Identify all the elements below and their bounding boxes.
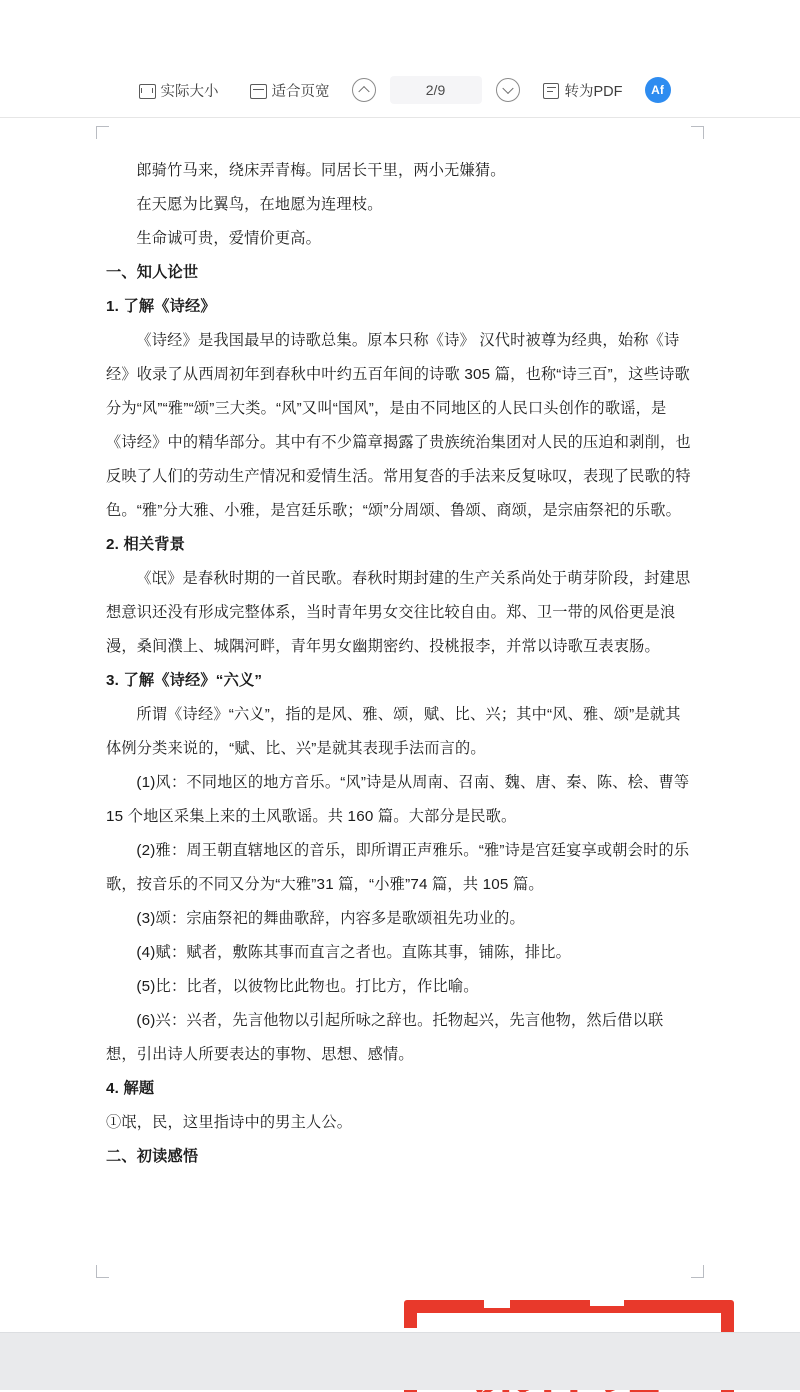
actual-size-label: 实际大小 (160, 83, 219, 100)
document-text (96, 118, 704, 1174)
paragraph: 在天愿为比翼鸟，在地愿为连理枝。 (136, 196, 383, 213)
paragraph: 《诗经》是我国最早的诗歌总集。原本只称《诗》 汉代时被尊为经典，始称《诗经》收录了从西周初年到春秋中叶约五百年间的诗歌 305 篇，也称“诗三百”，这些诗歌分为“风”“雅”“颂”三大类。“风”又叫“国风”，是由不同地区的人民口头创作的歌谣，是《诗经》中的精华部分。其中有不少篇章揭露了贵族统治集团对人民的压迫和剥削，也反映了人们的劳动生产情况和爱情生活。常用复沓的手法来反复咏叹，表现了民歌的特色。“雅”分大雅、小雅，是宫廷乐歌；“颂”分周颂、鲁颂、商颂，是宗庙祭祀的乐歌。 (106, 332, 691, 519)
actual-size-button[interactable] (130, 75, 227, 106)
subsection-heading: 4. 解题 (106, 1080, 155, 1097)
paragraph: (6)兴：兴者，先言他物以引起所咏之辞也。托物起兴，先言他物，然后借以联想，引出诗人所要表达的事物、思想、感情。 (106, 1012, 664, 1063)
paragraph: (1)风：不同地区的地方音乐。“风”诗是从周南、召南、魏、唐、秦、陈、桧、曹等15 个地区采集上来的土风歌谣。共 160 篇。大部分是民歌。 (106, 774, 690, 825)
page-area (0, 118, 800, 1392)
subsection-heading: 1. 了解《诗经》 (106, 298, 216, 315)
subsection-heading: 3. 了解《诗经》“六义” (106, 672, 263, 689)
section-heading: 一、知人论世 (106, 264, 199, 281)
paragraph: 所谓《诗经》“六义”，指的是风、雅、颂，赋、比、兴；其中“风、雅、颂”是就其体例分类来说的，“赋、比、兴”是就其表现手法而言的。 (106, 706, 681, 757)
avatar[interactable]: Af (645, 77, 671, 103)
viewer-toolbar (0, 63, 800, 118)
page-indicator[interactable]: 2/9 (390, 76, 482, 104)
fit-width-label: 适合页宽 (271, 83, 330, 100)
paragraph: 郎骑竹马来，绕床弄青梅。同居长干里，两小无嫌猜。 (136, 162, 506, 179)
document-page (96, 118, 704, 1278)
bottom-strip (0, 1332, 800, 1390)
convert-to-pdf-button[interactable] (534, 75, 631, 106)
paragraph: 《氓》是春秋时期的一首民歌。春秋时期封建的生产关系尚处于萌芽阶段，封建思想意识还没有形成完整体系，当时青年男女交往比较自由。郑、卫一带的风俗更是浪漫，桑间濮上、城隅河畔，青年男女幽期密约、投桃报李，并常以诗歌互表衷肠。 (106, 570, 691, 655)
paragraph: (5)比：比者，以彼物比此物也。打比方，作比喻。 (136, 978, 479, 995)
pdf-icon (542, 82, 559, 99)
paragraph: (2)雅：周王朝直辖地区的音乐，即所谓正声雅乐。“雅”诗是宫廷宴享或朝会时的乐歌，按音乐的不同又分为“大雅”31 篇，“小雅”74 篇，共 105 篇。 (106, 842, 690, 893)
section-heading: 二、初读感悟 (106, 1148, 199, 1165)
paragraph: (4)赋：赋者，敷陈其事而直言之者也。直陈其事，铺陈，排比。 (136, 944, 572, 961)
paragraph: ①氓，民，这里指诗中的男主人公。 (106, 1114, 353, 1131)
fit-width-button[interactable] (241, 75, 338, 106)
fit-width-icon (249, 82, 266, 99)
next-page-icon[interactable] (496, 78, 520, 102)
corner-mark-bottom-left (96, 1265, 109, 1278)
prev-page-icon[interactable] (352, 78, 376, 102)
subsection-heading: 2. 相关背景 (106, 536, 186, 553)
paragraph: 生命诚可贵，爱情价更高。 (136, 230, 322, 247)
paragraph: (3)颂：宗庙祭祀的舞曲歌辞，内容多是歌颂祖先功业的。 (136, 910, 525, 927)
convert-to-pdf-label: 转为PDF (564, 83, 623, 100)
corner-mark-top-left (96, 126, 109, 139)
bottom-strip-divider (0, 1332, 800, 1333)
actual-size-icon (138, 82, 155, 99)
top-blank-strip (0, 0, 800, 63)
corner-mark-bottom-right (691, 1265, 704, 1278)
corner-mark-top-right (691, 126, 704, 139)
